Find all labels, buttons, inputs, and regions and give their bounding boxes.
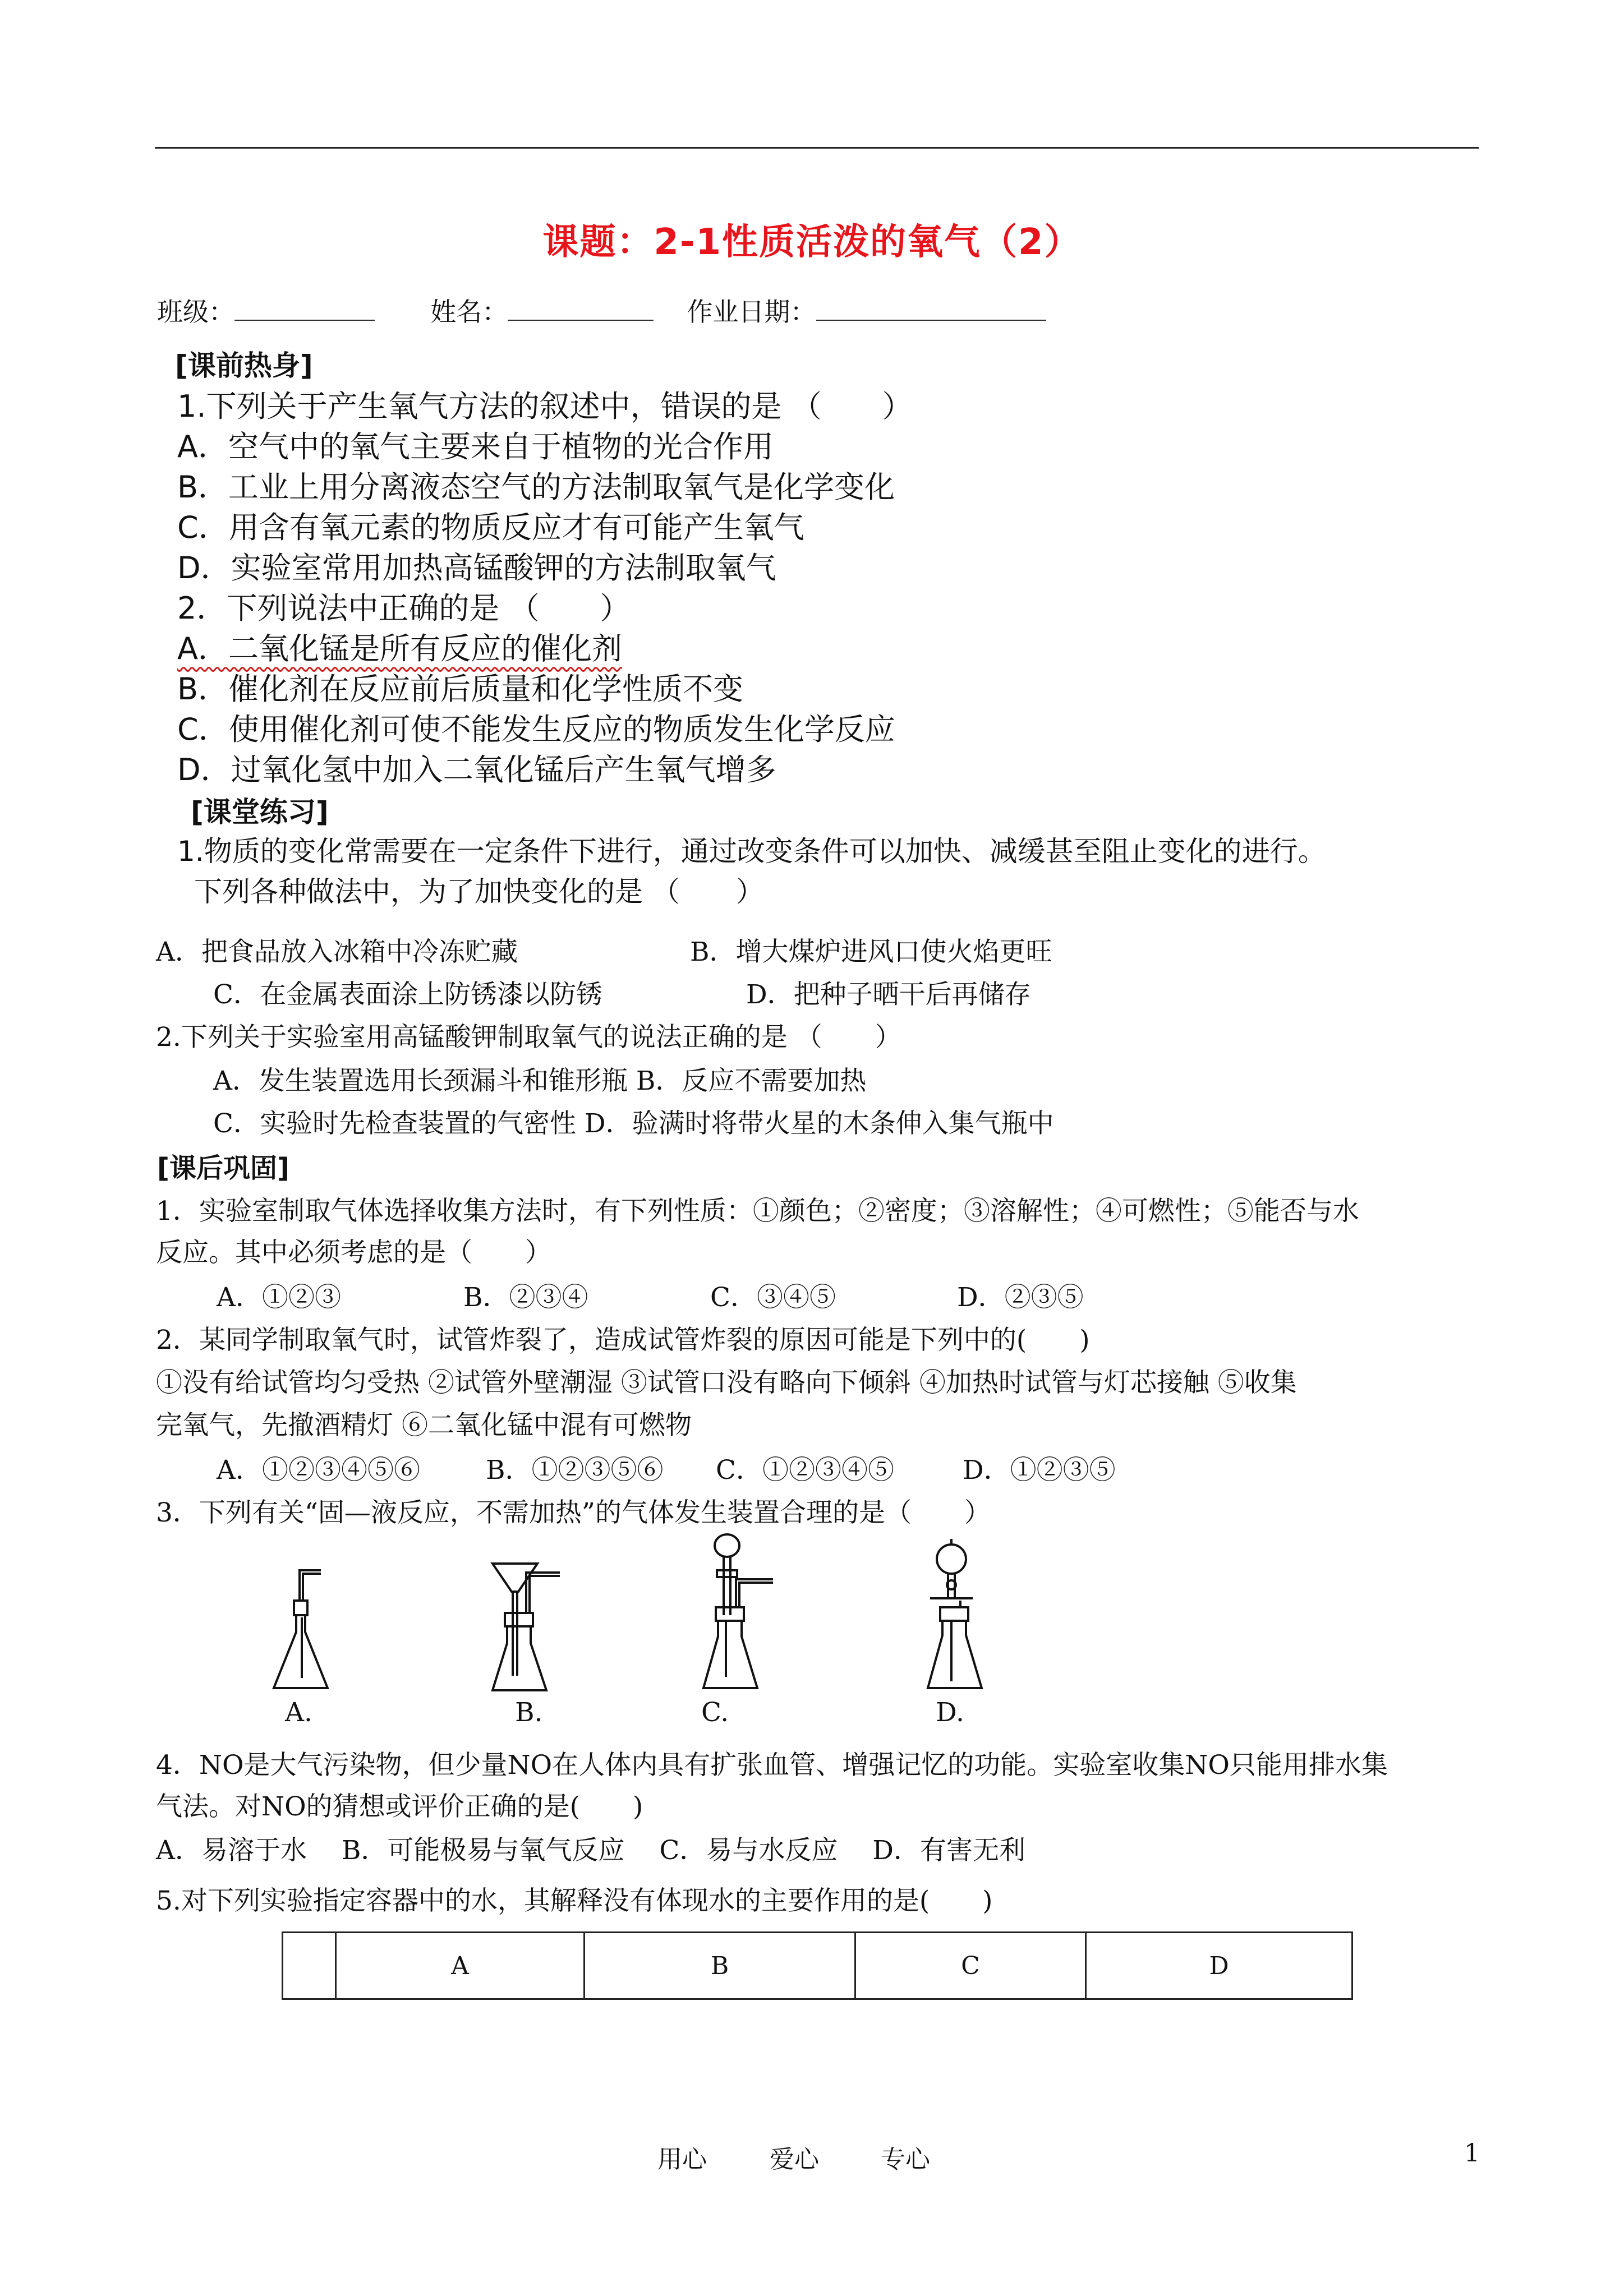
after-q2-line2: ①没有给试管均匀受热 ②试管外壁潮湿 ③试管口没有略向下倾斜 ④加热时试管与灯芯接触 ⑤收集 bbox=[156, 1367, 1297, 1398]
classwork-q1-option-b: B．增大煤炉进风口使火焰更旺 bbox=[690, 937, 1052, 967]
table-header-b: B bbox=[585, 1933, 855, 1999]
apparatus-a-figure bbox=[269, 1548, 337, 1694]
after-q3: 3．下列有关“固—液反应，不需加热”的气体发生装置合理的是（ ） bbox=[156, 1497, 991, 1528]
after-q1-option-d: D．②③⑤ bbox=[957, 1282, 1084, 1313]
student-info bbox=[157, 292, 1046, 329]
table-header-blank bbox=[283, 1933, 336, 1999]
warmup-q2: 2．下列说法中正确的是 （ ） bbox=[177, 591, 631, 626]
warmup-q2-option-d: D．过氧化氢中加入二氧化锰后产生氧气增多 bbox=[177, 752, 776, 787]
after-q2-option-b: B．①②③⑤⑥ bbox=[486, 1455, 664, 1486]
after-q4-line2: 气法。对NO的猜想或评价正确的是( ) bbox=[156, 1791, 643, 1822]
header-rule bbox=[155, 147, 1479, 149]
warmup-q2-option-a bbox=[177, 625, 622, 668]
class-label: 班级： bbox=[157, 297, 234, 327]
classwork-q1-line1: 1.物质的变化常需要在一定条件下进行，通过改变条件可以加快、减缓甚至阻止变化的进行。 bbox=[177, 835, 1326, 868]
classwork-q2-options-cd: C．实验时先检查装置的气密性 D．验满时将带火星的木条伸入集气瓶中 bbox=[213, 1108, 1054, 1139]
after-q2-line1: 2．某同学制取氧气时，试管炸裂了，造成试管炸裂的原因可能是下列中的( ) bbox=[156, 1325, 1090, 1356]
warmup-q1-option-d: D．实验室常用加热高锰酸钾的方法制取氧气 bbox=[177, 550, 776, 585]
warmup-q1-option-c: C．用含有氧元素的物质反应才有可能产生氧气 bbox=[177, 510, 804, 545]
apparatus-d-label: D. bbox=[936, 1697, 964, 1728]
after-q4-options: A．易溶于水 B．可能极易与氧气反应 C．易与水反应 D．有害无利 bbox=[156, 1835, 1025, 1866]
warmup-q2-option-a-text: A．二氧化锰是所有反应的催化剂 bbox=[177, 631, 622, 666]
apparatus-c-figure bbox=[701, 1531, 774, 1694]
after-q1-line1: 1．实验室制取气体选择收集方法时，有下列性质：①颜色；②密度；③溶解性；④可燃性；⑤能否与水 bbox=[156, 1196, 1359, 1227]
warmup-q1: 1.下列关于产生氧气方法的叙述中，错误的是 （ ） bbox=[177, 389, 913, 424]
footer-yongxin: 用心 bbox=[657, 2145, 707, 2174]
warmup-q2-option-c: C．使用催化剂可使不能发生反应的物质发生化学反应 bbox=[177, 712, 895, 747]
answer-table bbox=[282, 1931, 1353, 2000]
warmup-q2-option-b: B．催化剂在反应前后质量和化学性质不变 bbox=[177, 671, 744, 707]
table-header-d: D bbox=[1086, 1933, 1352, 1999]
warmup-heading: [课前热身] bbox=[175, 349, 313, 382]
after-q5: 5.对下列实验指定容器中的水，其解释没有体现水的主要作用的是( ) bbox=[156, 1885, 993, 1916]
page-title: 课题：2-1性质活泼的氧气（2） bbox=[542, 222, 1082, 263]
classwork-q1-line2: 下列各种做法中，为了加快变化的是 （ ） bbox=[194, 875, 764, 908]
class-field[interactable] bbox=[234, 297, 375, 321]
classwork-q1-option-c: C．在金属表面涂上防锈漆以防锈 bbox=[213, 979, 602, 1010]
name-field[interactable] bbox=[508, 297, 654, 321]
warmup-q1-option-a: A．空气中的氧气主要来自于植物的光合作用 bbox=[177, 429, 774, 464]
warmup-q1-option-b: B．工业上用分离液态空气的方法制取氧气是化学变化 bbox=[177, 469, 895, 505]
after-q2-option-c: C．①②③④⑤ bbox=[716, 1455, 894, 1486]
apparatus-a-label: A. bbox=[285, 1697, 312, 1728]
after-q1-option-c: C．③④⑤ bbox=[710, 1282, 836, 1313]
table-header-c: C bbox=[855, 1933, 1086, 1999]
footer-zhuanxin: 专心 bbox=[881, 2145, 930, 2174]
after-q1-option-b: B．②③④ bbox=[463, 1282, 588, 1313]
after-q4-line1: 4．NO是大气污染物，但少量NO在人体内具有扩张血管、增强记忆的功能。实验室收集NO只能用排水集 bbox=[156, 1750, 1388, 1781]
after-heading: [课后巩固] bbox=[157, 1152, 289, 1184]
page-number: 1 bbox=[1464, 2139, 1480, 2168]
date-field[interactable] bbox=[816, 297, 1046, 321]
table-header-a: A bbox=[336, 1933, 585, 1999]
classwork-q2: 2.下列关于实验室用高锰酸钾制取氧气的说法正确的是 （ ） bbox=[156, 1022, 901, 1053]
classwork-q1-option-a: A．把食品放入冰箱中冷冻贮藏 bbox=[156, 937, 518, 967]
apparatus-b-figure bbox=[490, 1548, 563, 1694]
apparatus-b-label: B. bbox=[515, 1697, 543, 1728]
after-q1-line2: 反应。其中必须考虑的是（ ） bbox=[156, 1237, 551, 1268]
after-q2-option-d: D．①②③⑤ bbox=[963, 1455, 1116, 1486]
classwork-heading: [课堂练习] bbox=[191, 796, 329, 828]
after-q1-option-a: A．①②③ bbox=[217, 1282, 341, 1313]
classwork-q2-options-ab: A．发生装置选用长颈漏斗和锥形瓶 B．反应不需要加热 bbox=[213, 1066, 867, 1096]
classwork-q1-option-d: D．把种子晒干后再储存 bbox=[746, 979, 1031, 1010]
apparatus-d-figure bbox=[926, 1537, 999, 1694]
apparatus-c-label: C. bbox=[701, 1697, 729, 1728]
footer-aixin: 爱心 bbox=[770, 2145, 819, 2174]
date-label: 作业日期： bbox=[687, 297, 816, 327]
after-q2-line3: 完氧气，先撤酒精灯 ⑥二氧化锰中混有可燃物 bbox=[156, 1410, 692, 1441]
after-q2-option-a: A．①②③④⑤⑥ bbox=[217, 1455, 420, 1486]
name-label: 姓名： bbox=[430, 297, 508, 327]
table-row bbox=[283, 1933, 1352, 1999]
